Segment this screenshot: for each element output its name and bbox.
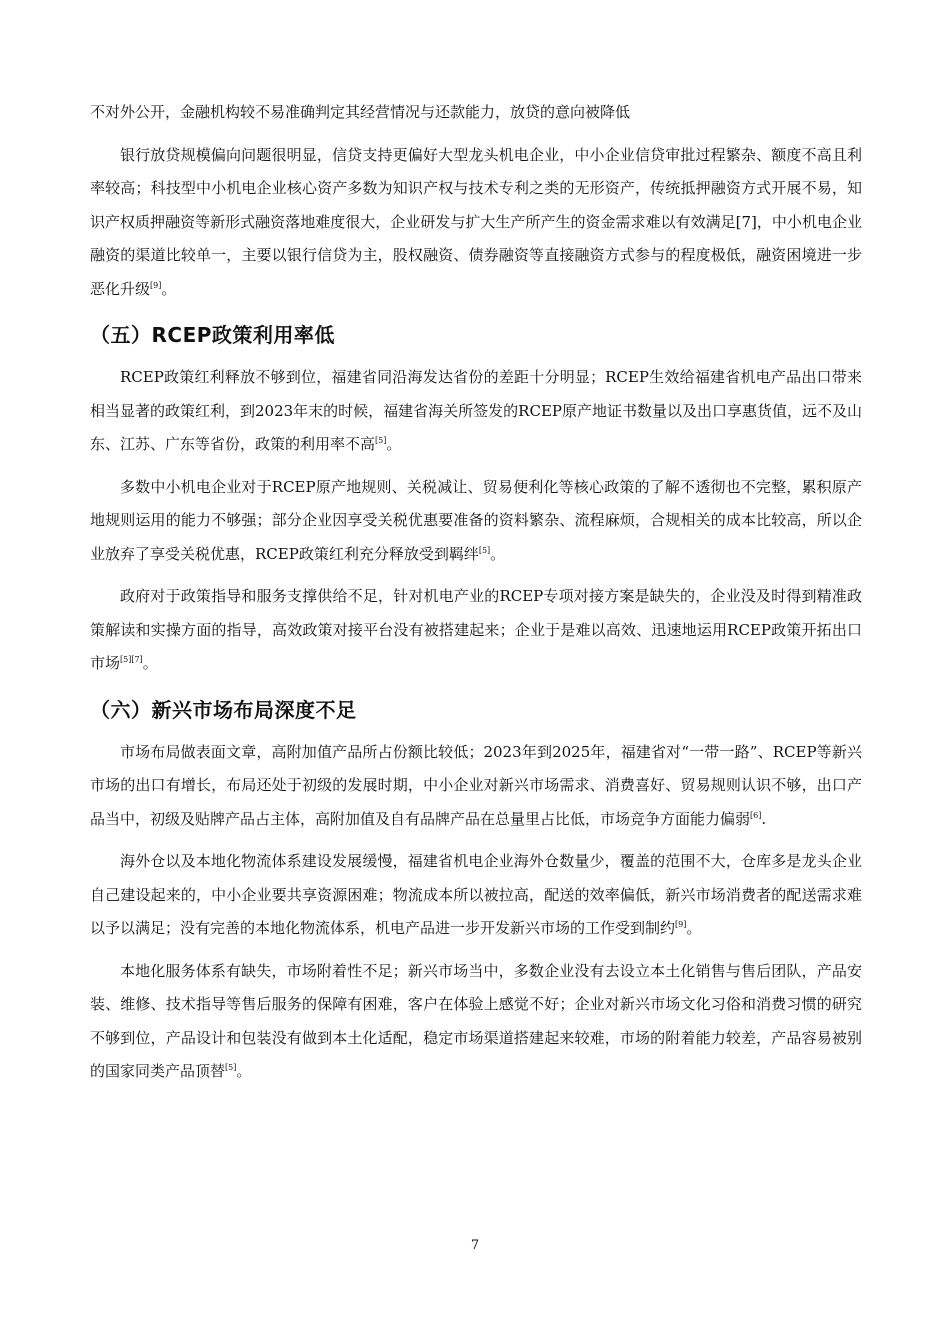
page-number: 7 <box>470 1238 480 1253</box>
paragraph <box>90 361 862 462</box>
paragraph <box>90 471 862 572</box>
paragraph-text: 市场布局做表面文章，高附加值产品所占份额比较低；2023年到2025年，福建省对“一带一路”、RCEP等新兴市场的出口有增长，布局还处于初级的发展时期，中小企业对新兴市场需求、消费喜好、贸易规则认识不够，出口产品当中，初级及贴牌产品占主体，高附加值及自有品牌产品在总量里占比低，市场竞争方面能力偏弱 <box>90 742 862 828</box>
section-heading-6: （六）新兴市场布局深度不足 <box>90 697 357 722</box>
paragraph <box>90 845 862 946</box>
citation-ref: [5][7] <box>120 655 143 664</box>
citation-ref: [9] <box>150 280 162 290</box>
page-body <box>90 96 862 1098</box>
paragraph-tail: . <box>761 809 767 828</box>
paragraph-text: 海外仓以及本地化物流体系建设发展缓慢，福建省机电企业海外仓数量少，覆盖的范围不大，仓库多是龙头企业自己建设起来的，中小企业要共享资源困难；物流成本所以被拉高，配送的效率偏低，新兴市场消费者的配送需求难以予以满足；没有完善的本地化物流体系，机电产品进一步开发新兴市场的工作受到制约 <box>90 852 862 937</box>
paragraph-text: RCEP政策红利释放不够到位，福建省同沿海发达省份的差距十分明显；RCEP生效给福建省机电产品出口带来相当显著的政策红利，到2023年末的时候，福建省海关所签发的RCEP原产地证书数量以及出口享惠货值，远不及山东、江苏、广东等省份，政策的利用率不高 <box>90 368 862 453</box>
citation-ref: [5] <box>375 436 387 445</box>
paragraph-tail: 。 <box>161 279 177 298</box>
citation-ref: [9] <box>675 920 687 929</box>
citation-ref: [5] <box>478 545 491 555</box>
paragraph-text: 不对外公开，金融机构较不易准确判定其经营情况与还款能力，放贷的意向被降低 <box>90 103 631 121</box>
paragraph-tail: 。 <box>686 919 702 937</box>
paragraph-text: 多数中小机电企业对于RCEP原产地规则、关税减让、贸易便利化等核心政策的了解不透彻也不完整，累积原产地规则运用的能力不够强；部分企业因享受关税优惠要准备的资料繁杂、流程麻烦，合规相关的成本比较高，所以企业放弃了享受关税优惠，RCEP政策红利充分释放受到羁绊 <box>90 477 862 563</box>
paragraph-tail: 。 <box>490 544 506 563</box>
section-heading-5: （五）RCEP政策利用率低 <box>90 323 335 347</box>
paragraph-text: 本地化服务体系有缺失，市场附着性不足；新兴市场当中，多数企业没有去设立本土化销售与售后团队，产品安装、维修、技术指导等售后服务的保障有困难，客户在体验上感觉不好；企业对新兴市场文化习俗和消费习惯的研究不够到位，产品设计和包装没有做到本土化适配，稳定市场渠道搭建起来较难，市场的附着能力较差，产品容易被别的国家同类产品顶替 <box>90 961 862 1080</box>
paragraph-tail: 。 <box>142 654 158 672</box>
citation-ref: [6] <box>750 810 762 820</box>
paragraph <box>90 139 862 307</box>
paragraph-tail: 。 <box>386 435 402 453</box>
paragraph <box>90 96 862 130</box>
paragraph <box>90 736 862 837</box>
paragraph <box>90 955 862 1089</box>
paragraph <box>90 580 862 681</box>
paragraph-text: 银行放贷规模偏向问题很明显，信贷支持更偏好大型龙头机电企业，中小企业信贷审批过程繁杂、额度不高且利率较高；科技型中小机电企业核心资产多数为知识产权与技术专利之类的无形资产，传统抵押融资方式开展不易，知识产权质押融资等新形式融资落地难度很大，企业研发与扩大生产所产生的资金需求难以有效满足[7]，中小机电企业融资的渠道比较单一，主要以银行信贷为主，股权融资、债券融资等直接融资方式参与的程度极低，融资困境进一步恶化升级 <box>90 145 862 298</box>
paragraph-tail: 。 <box>236 1062 252 1080</box>
citation-ref: [5] <box>225 1063 237 1072</box>
paragraph-text: 政府对于政策指导和服务支撑供给不足，针对机电产业的RCEP专项对接方案是缺失的，企业没及时得到精准政策解读和实操方面的指导，高效政策对接平台没有被搭建起来；企业于是难以高效、迅速地运用RCEP政策开拓出口市场 <box>90 587 862 672</box>
